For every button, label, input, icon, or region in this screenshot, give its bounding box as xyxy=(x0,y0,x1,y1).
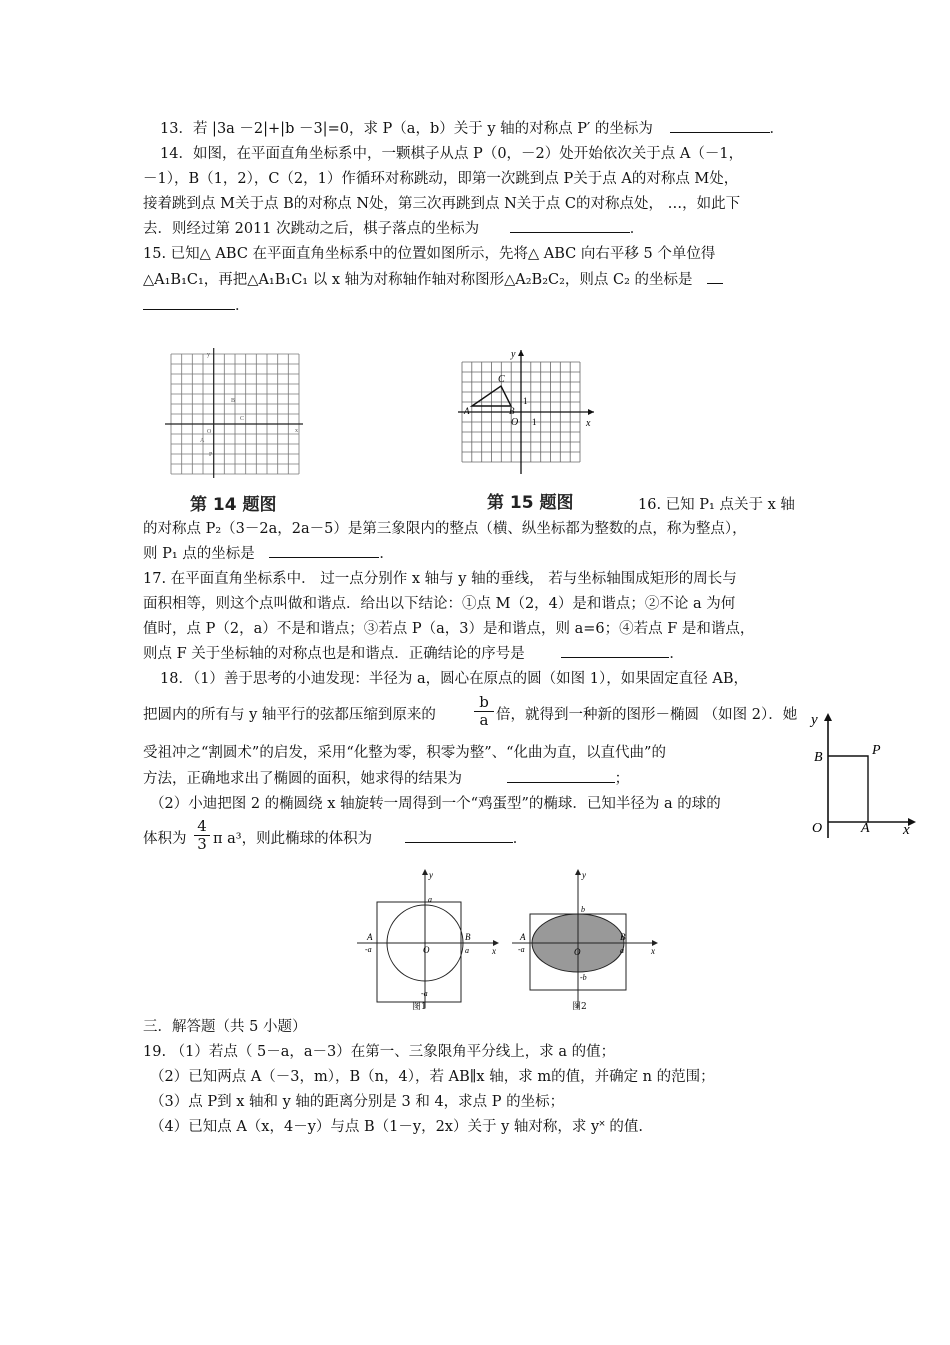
fig14-label-O: O xyxy=(207,429,212,435)
fig2-label-A: A xyxy=(520,932,526,942)
q18-fig2-ellipse xyxy=(510,868,660,1014)
fig14-label-B: B xyxy=(231,398,236,404)
fig1-label-a-top: a xyxy=(428,895,432,904)
q17-line3: 值时，点 P（2，a）不是和谐点；③若点 P（a，3）是和谐点，则 a=6；④若点 F 是和谐点， xyxy=(143,621,755,637)
q18-fig1-circle xyxy=(355,868,503,1014)
harmonic-point-figure xyxy=(806,710,918,840)
fig14-label-y: y xyxy=(207,352,210,358)
section3-heading: 三．解答题（共 5 小题） xyxy=(143,1019,307,1035)
q19-part2: （2）已知两点 A（－3，m），B（n，4），若 AB∥x 轴，求 m的值，并确定 n 的范围； xyxy=(150,1069,715,1085)
q18-fig1-caption: 图1 xyxy=(412,1002,427,1012)
q14-answer-blank[interactable] xyxy=(510,232,630,233)
q18-frac-denominator: a xyxy=(474,711,494,729)
q17-line4: 则点 F 关于坐标轴的对称点也是和谐点．正确结论的序号是 ． xyxy=(143,646,684,662)
q17-line1: 17. 在平面直角坐标系中． 过一点分别作 x 轴与 y 轴的垂线， 若与坐标轴围成矩形的周长与 xyxy=(143,571,737,587)
fig14-label-A: A xyxy=(200,438,205,444)
harmonic-rect xyxy=(828,756,868,822)
q14-line4: 去．则经过第 2011 次跳动之后，棋子落点的坐标为 ． xyxy=(143,221,645,237)
fig15-label-x: x xyxy=(586,418,591,429)
fig2-label-a-right: a xyxy=(620,946,624,955)
q18-vol-denominator: 3 xyxy=(194,835,210,853)
fig2-label-b-top: b xyxy=(581,905,585,914)
q15-line2: △A₁B₁C₁，再把△A₁B₁C₁ 以 x 轴为对称轴作轴对称图形△A₂B₂C₂，则点 C₂ 的坐标是 xyxy=(143,271,723,289)
q18-line6a: 体积为 xyxy=(143,831,187,847)
q19-part3: （3）点 P到 x 轴和 y 轴的距离分别是 3 和 4，求点 P 的坐标； xyxy=(150,1094,565,1110)
q15-line1: 15. 已知△ ABC 在平面直角坐标系中的位置如图所示，先将△ ABC 向右平移 5 个单位得 xyxy=(143,246,716,262)
fig1-label-B: B xyxy=(465,932,471,942)
q13-answer-blank[interactable] xyxy=(670,132,770,133)
fig15-label-B: B xyxy=(509,406,515,416)
q18-line2a: 把圆内的所有与 y 轴平行的弦都压缩到原来的 xyxy=(143,707,436,723)
q18-vol-numerator: 4 xyxy=(197,817,207,835)
side-label-y: y xyxy=(811,712,818,728)
fig14-label-x: x xyxy=(295,428,298,434)
fig15-caption: 第 15 题图 xyxy=(487,493,574,513)
q18-line1: 18．（1）善于思考的小迪发现：半径为 a，圆心在原点的圆（如图 1），如果固定直径 AB， xyxy=(160,671,748,687)
fig15-label-A: A xyxy=(464,406,470,416)
fig2-label-neg-a: -a xyxy=(518,945,525,954)
fig15-label-O: O xyxy=(511,417,519,428)
side-label-x: x xyxy=(903,822,910,838)
fig1-label-y: y xyxy=(429,870,433,880)
q13-text: 13．若 |3a －2|+|b －3|=0，求 P（a，b）关于 y 轴的对称点 P′ 的坐标为 ． xyxy=(160,121,785,137)
q18-line3: 受祖冲之“割圆术”的启发，采用“化整为零，积零为整”、“化曲为直，以直代曲”的 xyxy=(143,745,666,761)
q18-fig2-caption: 图2 xyxy=(572,1002,587,1012)
q18-fraction-b-over-a xyxy=(474,694,494,729)
q16-line2: 的对称点 P₂（3－2a，2a－5）是第三象限内的整点（横、纵坐标都为整数的点，称为整点）， xyxy=(143,521,747,537)
fig1-label-a-right: a xyxy=(465,946,469,955)
q14-line3: 接着跳到点 M关于点 B的对称点 N处，第三次再跳到点 N关于点 C的对称点处， …，如此下 xyxy=(143,196,741,212)
fig15-label-C: C xyxy=(498,374,505,385)
q17-line2: 面积相等，则这个点叫做和谐点．给出以下结论：①点 M（2，4）是和谐点；②不论 a 为何 xyxy=(143,596,736,612)
fig1-label-neg-a: -a xyxy=(365,945,372,954)
fig15-label-1x: 1 xyxy=(532,417,537,427)
q16-line3: 则 P₁ 点的坐标是 ． xyxy=(143,546,394,562)
q18-part2-answer-blank[interactable] xyxy=(405,842,513,843)
fig15-grid-figure xyxy=(458,346,598,476)
fig1-label-O: O xyxy=(423,945,430,955)
fig1-label-a-bot: -a xyxy=(421,989,428,998)
q16-line1: 16. 已知 P₁ 点关于 x 轴 xyxy=(638,497,795,513)
fig2-label-B: B xyxy=(620,932,626,942)
side-label-A: A xyxy=(861,821,870,836)
fig14-label-P: P xyxy=(209,452,213,458)
fig2-label-x: x xyxy=(651,946,655,956)
fig14-label-C: C xyxy=(240,416,245,422)
q18-line4: 方法，正确地求出了椭圆的面积，她求得的结果为 ； xyxy=(143,771,630,787)
fig1-label-x: x xyxy=(492,946,496,956)
q18-part1-answer-blank[interactable] xyxy=(507,782,615,783)
fig2-label-O: O xyxy=(574,947,581,957)
q18-line2b: 倍，就得到一种新的图形－椭圆 （如图 2）．她 xyxy=(496,707,798,723)
q14-line2: －1），B（1，2），C（2，1）作循环对称跳动，即第一次跳到点 P关于点 A的对称点 M处， xyxy=(143,171,739,187)
side-label-B: B xyxy=(814,750,823,765)
q15-answer-blank[interactable] xyxy=(143,309,235,310)
q19-part4: （4）已知点 A（x，4－y）与点 B（1－y，2x）关于 y 轴对称，求 y˟ 的值. xyxy=(150,1119,643,1135)
q18-line6b: π a³，则此椭球的体积为 ． xyxy=(213,831,528,847)
side-label-O: O xyxy=(812,821,823,836)
q16-answer-blank[interactable] xyxy=(269,557,379,558)
q18-line5: （2）小迪把图 2 的椭圆绕 x 轴旋转一周得到一个“鸡蛋型”的椭球．已知半径为 a 的球的 xyxy=(150,796,721,812)
side-label-P: P xyxy=(872,743,881,758)
fig15-label-y: y xyxy=(511,349,516,360)
fig2-label-b-bot: -b xyxy=(580,973,587,982)
fig15-label-1y: 1 xyxy=(523,396,528,406)
q15-answer-blank-start[interactable] xyxy=(707,283,723,284)
q14-line1: 14．如图，在平面直角坐标系中，一颗棋子从点 P（0，－2）处开始依次关于点 A（－1， xyxy=(160,146,744,162)
q18-fraction-4-over-3 xyxy=(194,818,210,853)
fig14-grid-figure xyxy=(165,348,305,478)
q19-part1: 19. （1）若点（ 5－a，a－3）在第一、三象限角平分线上，求 a 的值； xyxy=(143,1044,616,1060)
fig1-label-A: A xyxy=(367,932,373,942)
q15-answer-continuation: ． xyxy=(143,297,250,315)
q17-answer-blank[interactable] xyxy=(561,657,669,658)
fig2-label-y: y xyxy=(582,870,586,880)
q18-frac-numerator: b xyxy=(479,693,489,711)
fig14-caption: 第 14 题图 xyxy=(190,495,277,515)
